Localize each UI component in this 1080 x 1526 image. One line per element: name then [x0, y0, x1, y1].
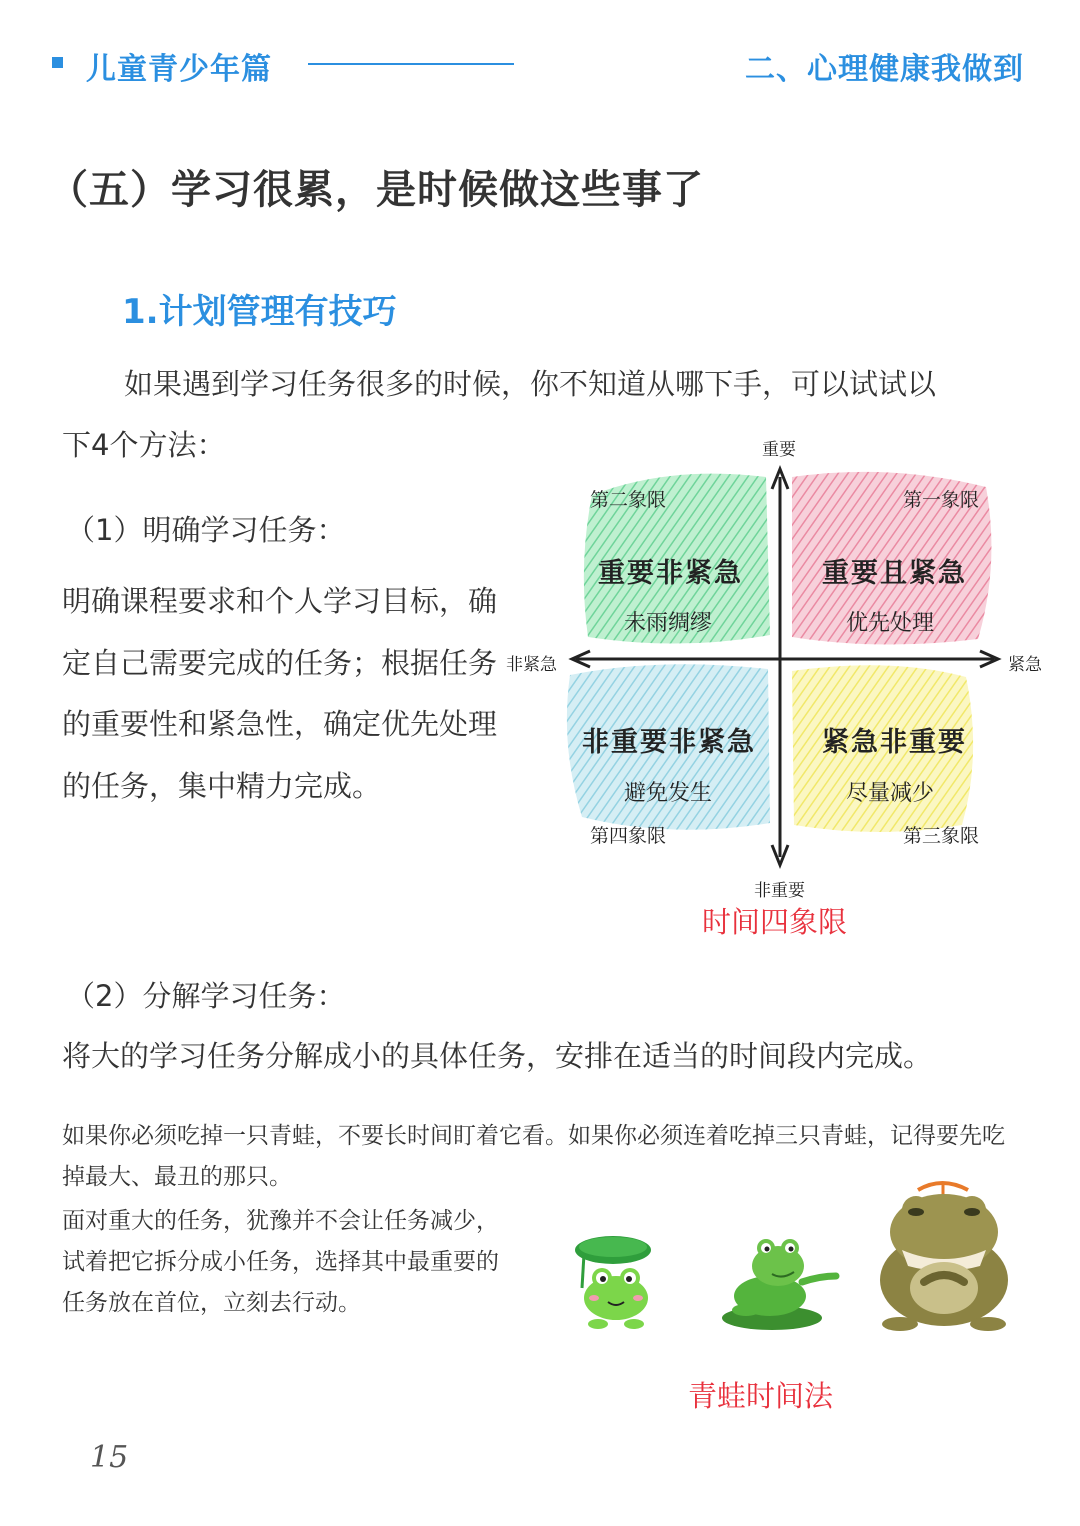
quadrant-2-sub: 未雨绸缪: [624, 611, 713, 636]
quadrant-4-main: 非重要非紧急: [582, 727, 756, 758]
item1-title: （1）明确学习任务：: [66, 513, 346, 547]
quadrant-3-label: 第三象限: [903, 825, 980, 847]
frog-body: 面对重大的任务，犹豫并不会让任务减少，试着把它拆分成小任务，选择其中最重要的任务放在首位，立刻去行动。: [62, 1208, 499, 1316]
quadrant-1-label: 第一象限: [903, 489, 980, 511]
intro-line-2: 下4个方法：: [62, 428, 226, 462]
axis-important-label: 重要: [762, 440, 796, 460]
item2-body: 将大的学习任务分解成小的具体任务，安排在适当的时间段内完成。: [62, 1039, 933, 1073]
item1-body: 明确课程要求和个人学习目标，确定自己需要完成的任务；根据任务的重要性和紧急性，确定优先处理的任务，集中精力完成。: [62, 584, 498, 803]
header-bullet: [52, 57, 63, 68]
frog-quote: 如果你必须吃掉一只青蛙，不要长时间盯着它看。如果你必须连着吃掉三只青蛙，记得要先吃掉最大、最丑的那只。: [62, 1123, 1005, 1190]
quadrant-2-label: 第二象限: [590, 489, 667, 511]
quadrant-4-sub: 避免发生: [624, 781, 713, 806]
quadrant-1-main: 重要且紧急: [822, 558, 967, 589]
page-number: 15: [90, 1440, 129, 1475]
header-left-title: 儿童青少年篇: [86, 52, 272, 87]
axis-not-urgent-label: 非紧急: [506, 655, 557, 675]
big-frog-illustration: [872, 1176, 1016, 1336]
small-frog-illustration: [570, 1232, 656, 1332]
sub-title: 1.计划管理有技巧: [122, 292, 397, 332]
item2-title: （2）分解学习任务：: [66, 979, 346, 1013]
header-right-title: 二、心理健康我做到: [745, 52, 1024, 87]
frog-caption: 青蛙时间法: [688, 1379, 834, 1413]
intro-line-1: 如果遇到学习任务很多的时候，你不知道从哪下手，可以试试以: [124, 367, 937, 401]
medium-frog-illustration: [712, 1232, 844, 1332]
quadrant-caption: 时间四象限: [702, 905, 848, 939]
header-divider: [308, 63, 514, 65]
quadrant-1-sub: 优先处理: [846, 611, 935, 636]
axis-urgent-label: 紧急: [1008, 655, 1042, 675]
quadrant-2-main: 重要非紧急: [598, 558, 743, 589]
quadrant-3-main: 紧急非重要: [822, 727, 967, 758]
time-quadrant-diagram: [500, 425, 1060, 900]
section-title: （五）学习很累，是时候做这些事了: [48, 167, 704, 213]
quadrant-4-label: 第四象限: [590, 825, 667, 847]
axis-not-important-label: 非重要: [754, 881, 805, 901]
quadrant-3-sub: 尽量减少: [846, 781, 935, 806]
